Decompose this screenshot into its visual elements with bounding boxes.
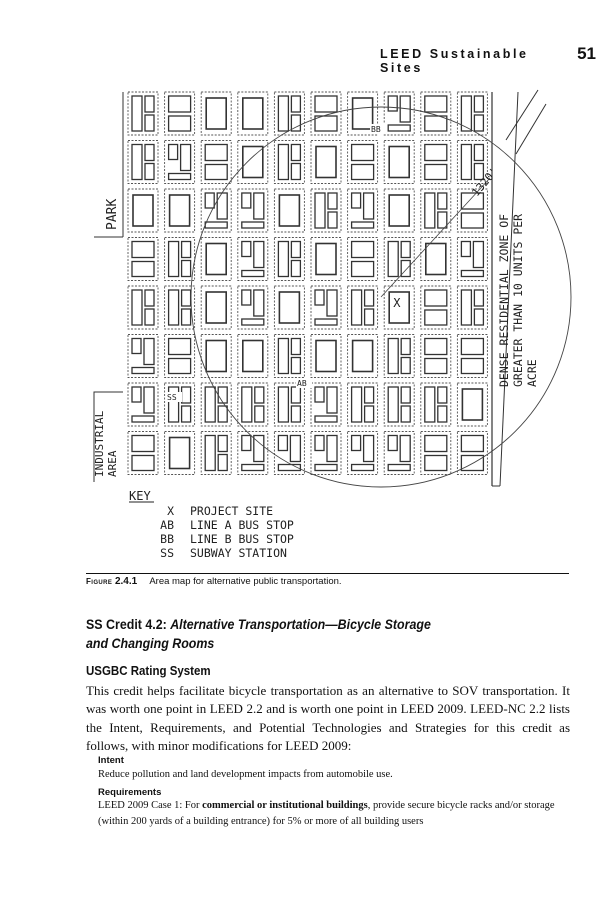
- building: [255, 387, 264, 403]
- figure-label: Figure: [86, 577, 113, 586]
- building: [315, 436, 324, 451]
- building: [170, 195, 190, 226]
- page-number: 51: [577, 44, 596, 63]
- project-site-marker: X: [393, 296, 401, 310]
- building: [474, 290, 483, 306]
- building: [461, 145, 471, 180]
- intent-heading: Intent: [98, 755, 124, 766]
- building: [218, 406, 227, 422]
- building: [132, 456, 154, 471]
- figure-caption: [86, 576, 342, 587]
- building: [328, 212, 337, 228]
- building: [461, 436, 483, 452]
- building: [401, 358, 410, 374]
- building: [145, 115, 154, 131]
- building: [352, 222, 374, 228]
- building: [182, 290, 191, 306]
- building: [400, 436, 410, 462]
- building: [279, 195, 299, 226]
- building: [401, 339, 410, 355]
- building: [169, 339, 191, 355]
- building: [132, 436, 154, 452]
- key-code-ss: SS: [160, 546, 174, 560]
- building: [254, 193, 264, 219]
- section-paragraph: This credit helps facilitate bicycle transportation as an alternative to SOV transportation. It was worth one point in LEED 2.2 and is worth one point in LEED 2009. LEED-NC 2.2 lists the Intent, Requirements, and Potential Technologies and Strategies for this credit as follows, with minor modifications for LEED 2009:: [86, 683, 570, 754]
- key-desc-bb: LINE B BUS STOP: [190, 532, 294, 546]
- building: [169, 359, 191, 374]
- building: [438, 212, 447, 228]
- building: [365, 406, 374, 422]
- building: [365, 387, 374, 403]
- running-head-title: LEED Sustainable Sites: [380, 47, 529, 75]
- building: [316, 341, 336, 372]
- building: [364, 436, 374, 462]
- building: [254, 290, 264, 316]
- building: [132, 339, 141, 354]
- building: [133, 195, 153, 226]
- key-title: KEY: [129, 489, 151, 503]
- building: [205, 193, 214, 208]
- area-map-svg: [86, 82, 576, 572]
- building: [315, 387, 324, 402]
- building: [352, 165, 374, 180]
- credit-title: [86, 615, 528, 653]
- figure-number: 2.4.1: [114, 576, 138, 587]
- requirements-text: [98, 798, 564, 830]
- intent-text: Reduce pollution and land development impacts from automobile use.: [98, 769, 393, 780]
- building: [243, 341, 263, 372]
- building: [425, 96, 447, 112]
- building: [145, 96, 154, 112]
- building: [182, 242, 191, 258]
- building: [255, 406, 264, 422]
- building: [462, 389, 482, 420]
- building: [206, 98, 226, 129]
- building: [425, 387, 435, 422]
- credit-title-italic-2: and Changing Rooms: [86, 636, 215, 651]
- building: [145, 309, 154, 325]
- building: [145, 145, 154, 161]
- building: [169, 116, 191, 131]
- building: [242, 242, 251, 257]
- building: [425, 436, 447, 452]
- building: [461, 339, 483, 355]
- building: [242, 387, 252, 422]
- building: [242, 193, 251, 208]
- bb-marker: BB: [371, 125, 381, 134]
- building: [169, 290, 179, 325]
- building: [425, 145, 447, 161]
- building: [144, 339, 154, 365]
- building: [182, 261, 191, 277]
- key-desc-ab: LINE A BUS STOP: [190, 518, 294, 532]
- building: [352, 193, 361, 208]
- building: [169, 174, 191, 180]
- building: [327, 290, 337, 316]
- key-desc-x: PROJECT SITE: [190, 504, 274, 518]
- building: [315, 96, 337, 112]
- building: [205, 436, 215, 471]
- building: [316, 147, 336, 178]
- building: [425, 290, 447, 306]
- building: [205, 145, 227, 161]
- building: [278, 436, 287, 451]
- building: [353, 341, 373, 372]
- requirements-text-suffix: , provide secure bicycle racks and/or storage (within 200 yards of a building entrance) for 5% or more of all building users: [98, 800, 555, 827]
- building: [461, 359, 483, 374]
- building: [425, 339, 447, 355]
- building: [242, 222, 264, 228]
- radius-label: 1320': [469, 165, 501, 199]
- building: [217, 193, 227, 219]
- building: [182, 387, 191, 403]
- industrial-label-2: AREA: [106, 450, 119, 477]
- building: [425, 193, 435, 228]
- building: [206, 341, 226, 372]
- building: [291, 387, 300, 403]
- building: [218, 436, 227, 452]
- key-code-bb: BB: [160, 532, 174, 546]
- key-code-ab: AB: [160, 518, 174, 532]
- building: [425, 116, 447, 131]
- building: [365, 309, 374, 325]
- radius-line: [381, 178, 490, 297]
- industrial-label: INDUSTRIAL: [93, 410, 106, 477]
- building: [278, 339, 288, 374]
- building: [205, 387, 215, 422]
- building: [145, 290, 154, 306]
- building: [278, 242, 288, 277]
- building: [278, 145, 288, 180]
- building: [474, 115, 483, 131]
- building: [461, 271, 483, 277]
- building: [473, 242, 483, 268]
- building: [170, 438, 190, 469]
- building: [242, 290, 251, 305]
- building: [315, 319, 337, 325]
- building: [205, 222, 227, 228]
- building: [242, 436, 251, 451]
- building: [242, 319, 264, 325]
- building: [401, 387, 410, 403]
- building: [365, 290, 374, 306]
- building: [327, 387, 337, 413]
- building: [425, 165, 447, 180]
- building: [132, 96, 142, 131]
- building: [132, 262, 154, 277]
- building: [279, 292, 299, 323]
- building: [145, 164, 154, 180]
- building: [426, 244, 446, 275]
- building: [243, 98, 263, 129]
- requirements-text-bold: commercial or institutional buildings: [202, 800, 368, 811]
- building: [388, 387, 398, 422]
- building: [425, 359, 447, 374]
- building: [352, 145, 374, 161]
- dense-zone-label-2: GREATER THAN 10 UNITS PER: [511, 213, 525, 387]
- requirements-text-prefix: LEED 2009 Case 1: For: [98, 800, 203, 811]
- building: [291, 339, 300, 355]
- building: [327, 436, 337, 462]
- area-map-figure: [86, 82, 576, 572]
- building: [352, 436, 361, 451]
- dense-zone-label-1: DENSE RESIDENTIAL ZONE OF: [497, 213, 511, 387]
- figure-caption-text: Area map for alternative public transportation.: [149, 576, 342, 587]
- building: [291, 406, 300, 422]
- building: [315, 193, 325, 228]
- running-head: [380, 44, 596, 75]
- key-desc-ss: SUBWAY STATION: [190, 546, 287, 560]
- building: [291, 145, 300, 161]
- building: [132, 416, 154, 422]
- building: [388, 465, 410, 471]
- building: [353, 98, 373, 129]
- building: [474, 96, 483, 112]
- diagonal-road: [506, 90, 546, 154]
- building: [401, 406, 410, 422]
- building: [132, 145, 142, 180]
- building: [461, 242, 470, 257]
- building: [169, 96, 191, 112]
- building: [474, 145, 483, 161]
- building: [132, 387, 141, 402]
- building: [206, 244, 226, 275]
- requirements-heading: Requirements: [98, 787, 162, 798]
- building: [389, 147, 409, 178]
- building: [218, 455, 227, 471]
- building: [352, 262, 374, 277]
- building: [401, 261, 410, 277]
- building: [169, 242, 179, 277]
- building: [388, 436, 397, 451]
- building: [218, 387, 227, 403]
- building: [388, 125, 410, 131]
- building: [169, 145, 178, 160]
- building: [291, 261, 300, 277]
- building: [205, 165, 227, 180]
- building: [461, 290, 471, 325]
- building: [315, 465, 337, 471]
- building: [132, 290, 142, 325]
- key-code-x: X: [167, 504, 174, 518]
- building: [132, 368, 154, 374]
- building: [352, 465, 374, 471]
- building: [461, 213, 483, 228]
- building: [132, 242, 154, 258]
- building: [278, 96, 288, 131]
- building: [291, 164, 300, 180]
- building: [144, 387, 154, 413]
- dense-zone-label-3: ACRE: [525, 359, 539, 387]
- section-heading: USGBC Rating System: [86, 664, 211, 678]
- credit-title-prefix: SS Credit 4.2:: [86, 617, 171, 632]
- building: [206, 292, 226, 323]
- building: [278, 387, 288, 422]
- building: [291, 358, 300, 374]
- building: [461, 456, 483, 471]
- building: [438, 193, 447, 209]
- building: [438, 387, 447, 403]
- building: [364, 193, 374, 219]
- ab-marker: AB: [297, 379, 307, 388]
- building: [389, 195, 409, 226]
- building: [352, 242, 374, 258]
- building: [181, 145, 191, 171]
- building: [254, 242, 264, 268]
- ss-marker: SS: [167, 393, 177, 402]
- building: [182, 406, 191, 422]
- figure-rule: [86, 573, 569, 574]
- building: [388, 96, 397, 111]
- building: [290, 436, 300, 462]
- building: [425, 456, 447, 471]
- building: [401, 242, 410, 258]
- building: [315, 290, 324, 305]
- building: [291, 96, 300, 112]
- building: [388, 242, 398, 277]
- building: [291, 242, 300, 258]
- building: [328, 193, 337, 209]
- building: [315, 416, 337, 422]
- building: [242, 271, 264, 277]
- building: [474, 309, 483, 325]
- building: [242, 465, 264, 471]
- building: [352, 387, 362, 422]
- building: [316, 244, 336, 275]
- city-blocks: [128, 92, 487, 475]
- building: [182, 309, 191, 325]
- building: [315, 116, 337, 131]
- building: [425, 310, 447, 325]
- park-label: PARK: [105, 198, 120, 230]
- building: [352, 290, 362, 325]
- credit-title-italic-1: Alternative Transportation—Bicycle Storage: [170, 617, 431, 632]
- building: [438, 406, 447, 422]
- building: [388, 339, 398, 374]
